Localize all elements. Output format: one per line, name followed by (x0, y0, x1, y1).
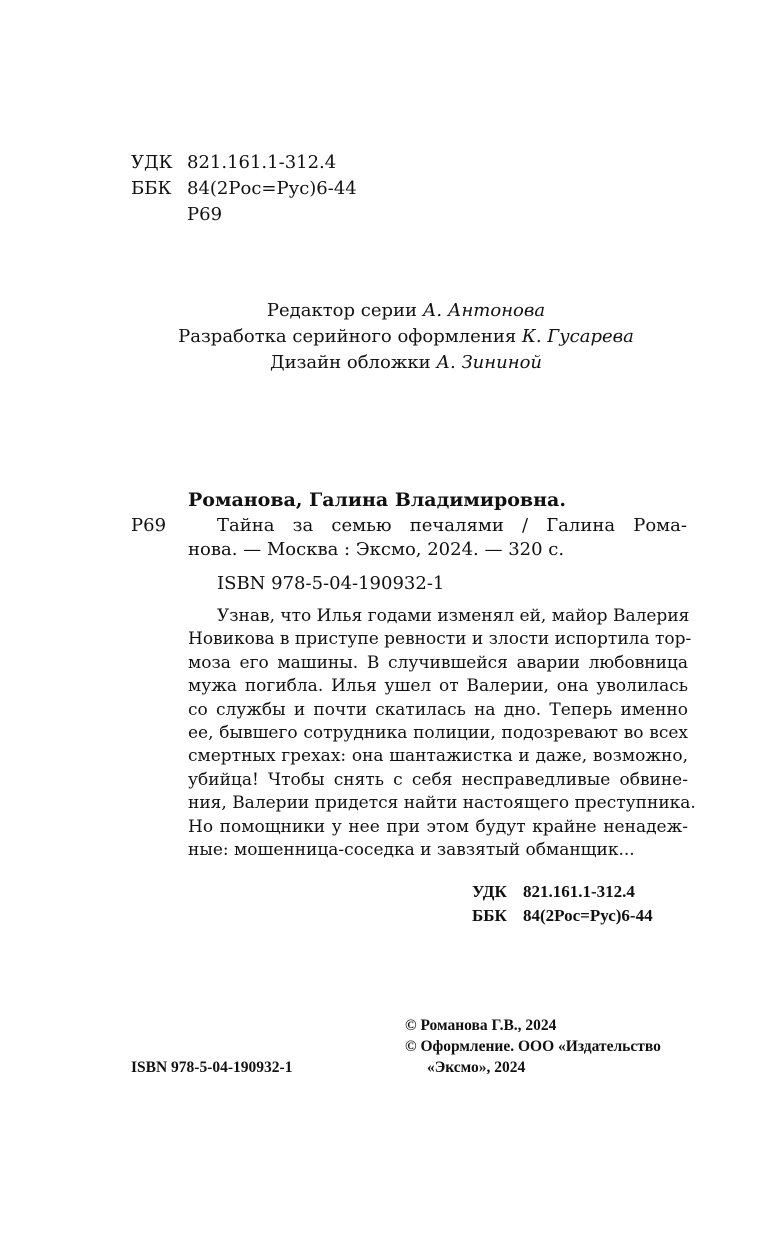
annotation-line: смертных грехах: она шантажистка и даже, возможно, (188, 746, 688, 767)
copyright-design-line2: «Эксмо», 2024 (427, 1059, 526, 1076)
credit-name: А. Антонова (422, 300, 546, 321)
author-sign-top: Р69 (187, 204, 223, 225)
credit-cover-design (0, 350, 768, 376)
udk-label: УДК (472, 882, 507, 901)
credit-role: Разработка серийного оформления (178, 326, 517, 347)
udk-label: УДК (131, 152, 173, 173)
annotation-line: мужа погибла. Илья ушел от Валерии, она уволилась (188, 676, 688, 697)
annotation-line: Узнав, что Илья годами изменял ей, майор Валерия (217, 606, 690, 626)
annotation (188, 605, 696, 862)
udk-row (131, 151, 336, 175)
udk-value: 821.161.1-312.4 (523, 882, 635, 901)
bbk-row (131, 177, 357, 201)
udk-row-bottom (472, 880, 635, 904)
credit-name: А. Зининой (436, 352, 542, 373)
bbk-value: 84(2Рос=Рус)6-44 (187, 178, 357, 199)
annotation-line: со службы и почти скатилась на дно. Теперь именно (188, 699, 688, 720)
annotation-line: Новикова в приступе ревности и злости испортила тор- (188, 629, 692, 650)
bbk-label: ББК (472, 906, 507, 925)
bbk-row-bottom (472, 904, 653, 928)
record-title-line2: нова. — Москва : Эксмо, 2024. — 320 с. (188, 539, 565, 560)
udk-value: 821.161.1-312.4 (187, 152, 337, 173)
record-title-line1: Тайна за семью печалями / Галина Рома- (217, 515, 687, 536)
credit-role: Редактор серии (266, 300, 417, 321)
annotation-line: ее, бывшего сотрудника полиции, подозревают во всех (188, 723, 688, 744)
annotation-line: убийца! Чтобы снять с себя несправедливые обвине- (188, 769, 688, 790)
credit-name: К. Гусарева (521, 326, 634, 347)
record-isbn: ISBN 978-5-04-190932-1 (217, 573, 445, 594)
credit-series-editor (0, 298, 768, 324)
annotation-line: ния, Валерии придется найти настоящего преступника. (188, 793, 696, 814)
annotation-line: ные: мошенница-соседка и завзятый обманщик... (188, 840, 635, 861)
footer-isbn: ISBN 978-5-04-190932-1 (131, 1059, 293, 1076)
credit-series-design (0, 324, 768, 350)
copyright-design-line1: © Оформление. ООО «Издательство (405, 1038, 661, 1055)
credit-role: Дизайн обложки (269, 352, 431, 373)
copyright-author: © Романова Г.В., 2024 (405, 1017, 557, 1034)
record-author-sign: Р69 (131, 515, 167, 536)
annotation-line: моза его машины. В случившейся аварии любовница (188, 652, 688, 673)
annotation-line: Но помощники у нее при этом будут крайне ненадеж- (188, 816, 688, 837)
bbk-label: ББК (131, 178, 172, 199)
record-author: Романова, Галина Владимировна. (188, 489, 566, 511)
bbk-value: 84(2Рос=Рус)6-44 (523, 906, 653, 925)
